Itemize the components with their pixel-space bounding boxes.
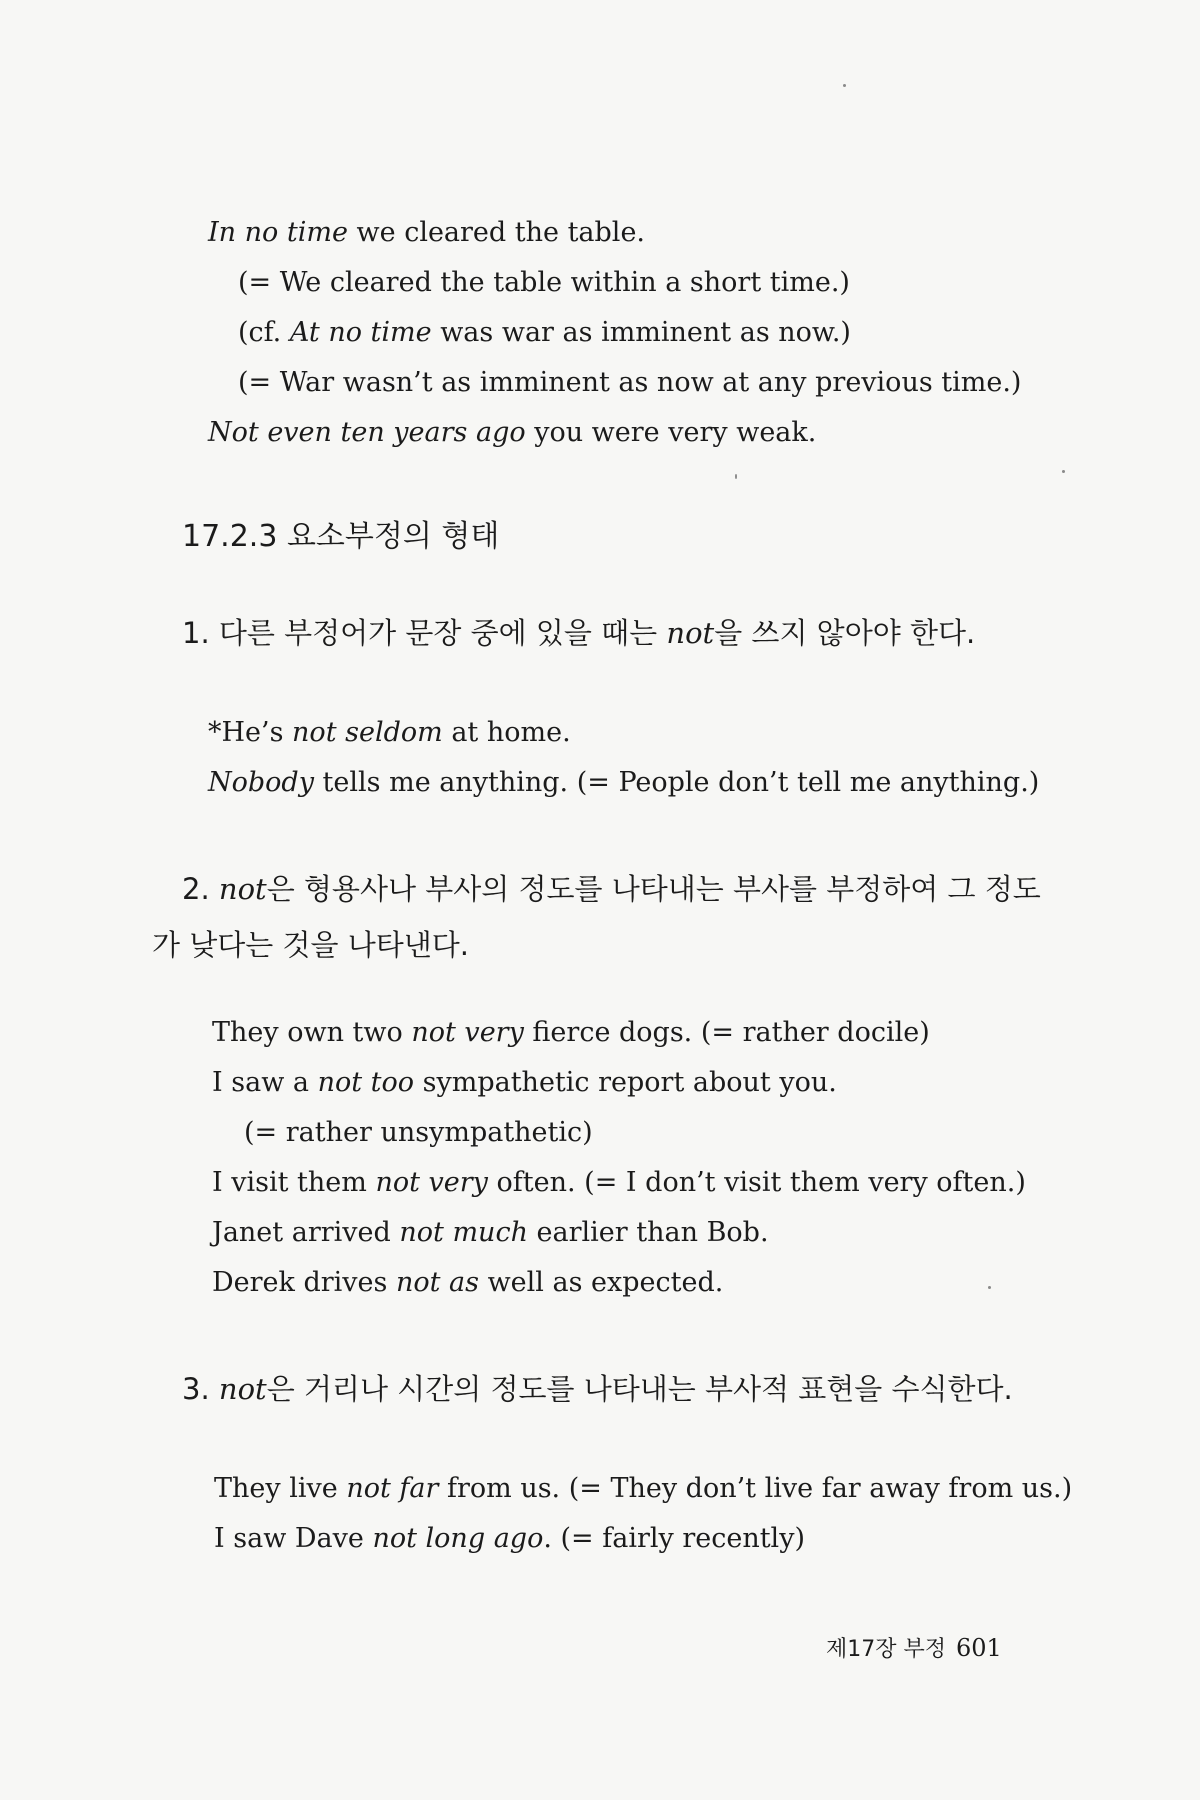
page-number: 601 xyxy=(956,1634,1002,1662)
rule-2-example-5: Derek drives not as well as expected. xyxy=(212,1267,724,1298)
example-at-no-time: (cf. At no time was war as imminent as now.) xyxy=(238,317,851,348)
scan-speck xyxy=(1062,470,1065,473)
example-in-no-time: In no time we cleared the table. xyxy=(208,217,646,248)
rule-1-title: 1. 다른 부정어가 문장 중에 있을 때는 not을 쓰지 않아야 한다. xyxy=(182,616,976,650)
rule-2-title: 2. not은 형용사나 부사의 정도를 나타내는 부사를 부정하여 그 정도 xyxy=(182,872,1041,906)
rule-2-example-1: They own two not very fierce dogs. (= rather docile) xyxy=(212,1017,930,1048)
page-footer xyxy=(826,1634,1002,1664)
scan-speck xyxy=(843,84,846,87)
chapter-label: 제17장 부정 xyxy=(826,1637,946,1662)
rule-3-title: 3. not은 거리나 시간의 정도를 나타내는 부사적 표현을 수식한다. xyxy=(182,1372,1013,1406)
rule-2-title-line-2: 가 낮다는 것을 나타낸다. xyxy=(152,928,470,962)
rule-3-example-2: I saw Dave not long ago. (= fairly recently) xyxy=(214,1523,805,1554)
rule-2-example-2-gloss: (= rather unsympathetic) xyxy=(244,1117,593,1148)
rule-1-example-1: *He’s not seldom at home. xyxy=(208,717,571,748)
scan-speck xyxy=(735,474,737,479)
example-not-even: Not even ten years ago you were very weak. xyxy=(208,417,817,448)
rule-1-example-2: Nobody tells me anything. (= People don’t tell me anything.) xyxy=(208,767,1040,798)
example-in-no-time-gloss: (= We cleared the table within a short time.) xyxy=(238,267,850,298)
example-at-no-time-gloss: (= War wasn’t as imminent as now at any previous time.) xyxy=(238,367,1022,398)
rule-2-example-2: I saw a not too sympathetic report about you. xyxy=(212,1067,837,1098)
rule-3-example-1: They live not far from us. (= They don’t live far away from us.) xyxy=(214,1473,1073,1504)
scan-speck xyxy=(988,1286,991,1289)
section-heading: 17.2.3 요소부정의 형태 xyxy=(182,519,500,554)
rule-2-example-4: Janet arrived not much earlier than Bob. xyxy=(212,1217,769,1248)
rule-2-example-3: I visit them not very often. (= I don’t visit them very often.) xyxy=(212,1167,1026,1198)
